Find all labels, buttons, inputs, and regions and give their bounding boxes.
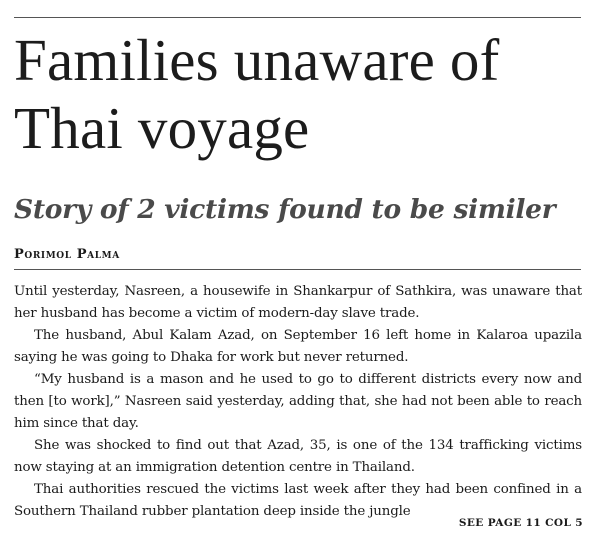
continuation-jump-line: SEE PAGE 11 COL 5 [458,517,583,529]
byline: Porimol Palma [14,247,120,262]
article-paragraph-2: The husband, Abul Kalam Azad, on September 16 left home in Kalaroa upazila saying he was going to Dhaka for work but never returned. [14,328,582,365]
byline-rule [14,269,581,270]
subheadline: Story of 2 victims found to be similer [14,194,556,225]
top-rule [14,17,581,18]
article-paragraph-5: Thai authorities rescued the victims last week after they had been confined in a Southern Thailand rubber plantation deep inside the jungle [14,482,582,519]
article-body [14,281,582,523]
article-paragraph-4: She was shocked to find out that Azad, 35, is one of the 134 trafficking victims now staying at an immigration detention centre in Thailand. [14,438,582,475]
headline: Families unaware of Thai voyage [14,27,500,161]
article-paragraph-3: “My husband is a mason and he used to go to different districts every now and then [to work],” Nasreen said yesterday, adding that, she had not been able to reach him since that day. [14,372,582,431]
article-paragraph-1: Until yesterday, Nasreen, a housewife in Shankarpur of Sathkira, was unaware that her husband has become a victim of modern-day slave trade. [14,284,582,321]
